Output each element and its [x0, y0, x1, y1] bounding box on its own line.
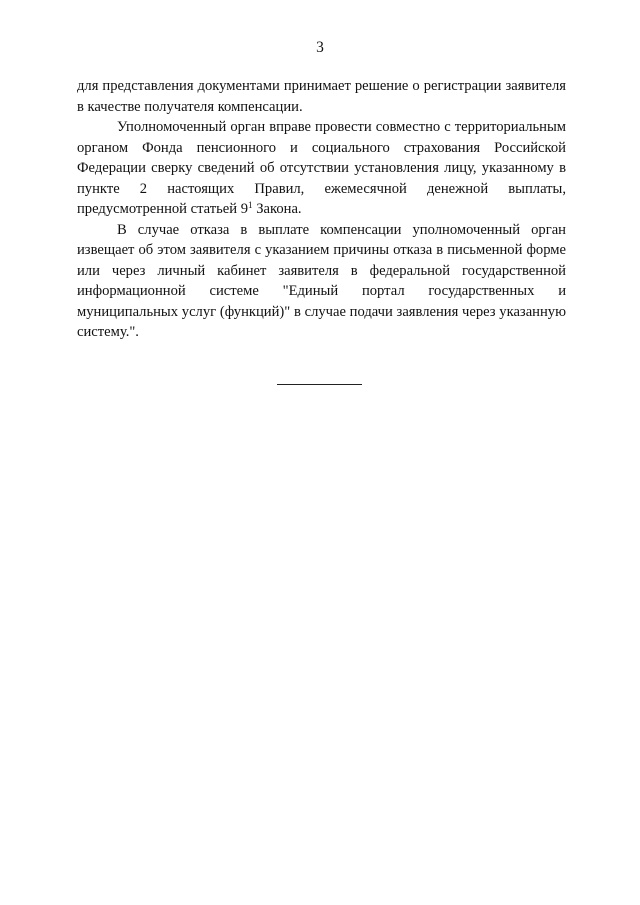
paragraph-continuation: для представления документами принимает решение о регистрации заявителя в качестве получателя компенсации. [77, 78, 566, 115]
paragraph-verification-ending: Закона. [252, 201, 302, 217]
paragraph-refusal: В случае отказа в выплате компенсации уполномоченный орган извещает об этом заявителя с указанием причины отказа в письменной форме или через личный кабинет заявителя в федеральной государственной информационной системе "Единый портал государственных и муниципальных услуг (функций)" в случае подачи заявления через указанную систему.". [77, 221, 566, 340]
page-number: 3 [316, 39, 324, 56]
paragraph-verification-text: Уполномоченный орган вправе провести совместно с территориальным органом Фонда пенсионного и социального страхования Российской Федерации сверку сведений об отсутствии установления лицу, указанному в пункте 2 настоящих Правил, ежемесячной денежной выплаты, предусмотренной статьей 9 [77, 119, 566, 217]
paragraph-verification [77, 117, 566, 220]
end-separator-line [277, 384, 362, 385]
body-text [77, 76, 566, 343]
superscript-article-index: 1 [248, 200, 253, 210]
